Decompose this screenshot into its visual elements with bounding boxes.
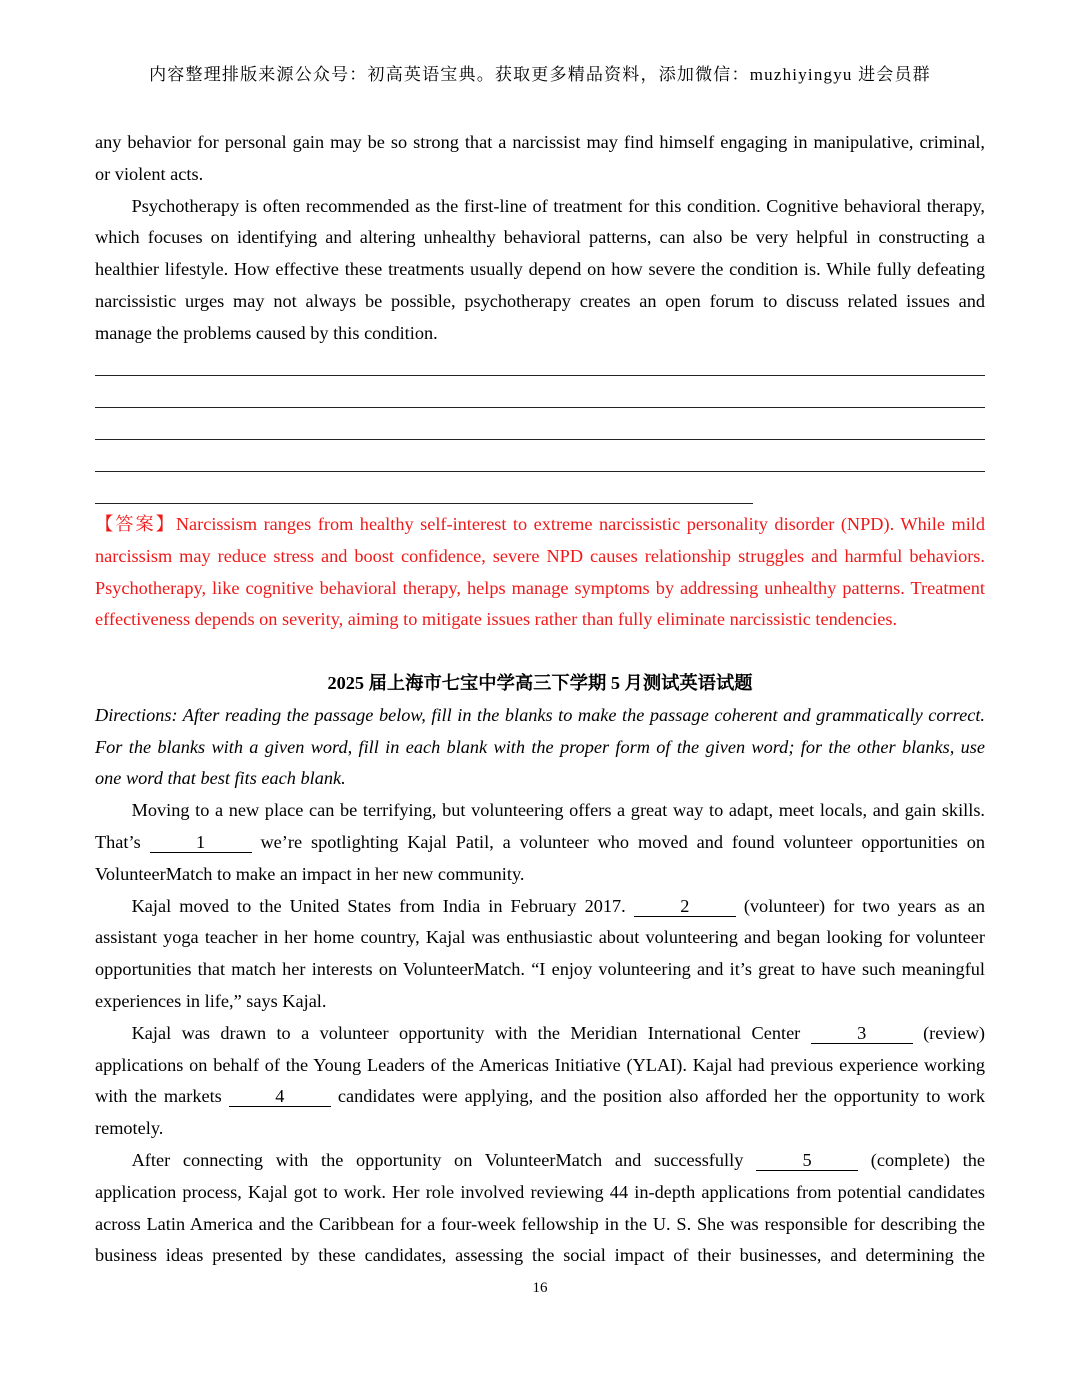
text-line: business ideas presented by these candidates, assessing the social impact of their businesses, and determining the (95, 1245, 985, 1266)
line-text: with the markets (95, 1086, 222, 1107)
text-line: Moving to a new place can be terrifying, but volunteering offers a great way to adapt, meet locals, and gain skills. (131, 800, 985, 821)
page-number: 16 (532, 1280, 548, 1296)
text-line: one word that best fits each blank. (95, 768, 346, 789)
answer-block (95, 509, 985, 636)
line-text: candidates were applying, and the position also afforded her the opportunity to work (337, 1086, 985, 1107)
line-text: we’re spotlighting Kajal Patil, a volunteer who moved and found volunteer opportunities on (260, 831, 985, 852)
text-line: opportunities that match her interests on VolunteerMatch. “I enjoy volunteering and it’s great to have such meaningful (95, 959, 985, 980)
text-line: Psychotherapy, like cognitive behavioral therapy, helps manage symptoms by addressing unhealthy patterns. Treatment (95, 577, 985, 598)
text-line: narcissism may reduce stress and boost confidence, severe NPD causes relationship struggles and harmful behaviors. (95, 545, 985, 566)
page-header-note: 内容整理排版来源公众号：初高英语宝典。获取更多精品资料，添加微信：muzhiyingyu 进会员群 (149, 65, 931, 84)
text-line: or violent acts. (95, 163, 204, 184)
text-line: VolunteerMatch to make an impact in her new community. (95, 863, 525, 884)
answer-text: Narcissism ranges from healthy self-interest to extreme narcissistic personality disorder (NPD). While mild (175, 514, 985, 534)
text-line: across Latin America and the Caribbean for a four-week fellowship in the U. S. She was responsible for describing the (95, 1213, 985, 1234)
paragraph (95, 795, 985, 890)
line-text: Kajal was drawn to a volunteer opportunity with the Meridian International Center (131, 1022, 801, 1043)
answer-writing-line (95, 503, 753, 504)
answer-writing-line (95, 375, 985, 376)
answer-writing-line (95, 439, 985, 440)
text-line: For the blanks with a given word, fill in each blank with the proper form of the given word; for the other blanks, use (95, 736, 985, 757)
blank-2: 2 (634, 897, 736, 917)
text-line (95, 827, 985, 859)
text-line (95, 509, 985, 541)
line-text: Kajal moved to the United States from India in February 2017. (131, 895, 626, 916)
text-line: remotely. (95, 1118, 164, 1139)
blank-1: 1 (150, 833, 252, 853)
paragraph (95, 1018, 985, 1145)
text-line: effectiveness depends on severity, aiming to mitigate issues rather than fully eliminate narcissistic tendencies. (95, 609, 898, 630)
text-line: application process, Kajal got to work. Her role involved reviewing 44 in-depth applications from potential candidates (95, 1181, 985, 1202)
blank-5: 5 (756, 1151, 858, 1171)
answer-label: 【答案】 (95, 514, 176, 534)
text-line: manage the problems caused by this condition. (95, 322, 438, 343)
text-line: assistant yoga teacher in her home country, Kajal was enthusiastic about volunteering and began looking for volunteer (95, 927, 985, 948)
text-line (95, 891, 985, 923)
blank-3: 3 (811, 1024, 913, 1044)
text-line: Psychotherapy is often recommended as the first-line of treatment for this condition. Cognitive behavioral therapy, (131, 195, 985, 216)
answer-writing-line (95, 471, 985, 472)
text-line: narcissistic urges may not always be possible, psychotherapy creates an open forum to discuss related issues and (95, 290, 985, 311)
text-line: Directions: After reading the passage below, fill in the blanks to make the passage coherent and grammatically correct. (95, 704, 985, 725)
text-line: experiences in life,” says Kajal. (95, 990, 327, 1011)
line-text: That’s (95, 831, 141, 852)
paragraph (95, 1145, 985, 1272)
section-title: 2025 届上海市七宝中学高三下学期 5 月测试英语试题 (327, 673, 753, 693)
paragraph (95, 891, 985, 1018)
directions (95, 700, 985, 795)
text-line: applications on behalf of the Young Leaders of the Americas Initiative (YLAI). Kajal had previous experience working (95, 1054, 985, 1075)
line-text: After connecting with the opportunity on VolunteerMatch and successfully (131, 1149, 744, 1170)
line-text: (volunteer) for two years as an (743, 895, 986, 916)
line-text: (review) (923, 1022, 986, 1043)
paragraph (95, 127, 985, 191)
paragraph (95, 191, 985, 350)
text-line: which focuses on identifying and altering unhealthy behavioral patterns, can also be very helpful in constructing a (95, 227, 985, 248)
blank-4: 4 (229, 1087, 331, 1107)
text-line (95, 1081, 985, 1113)
text-line: healthier lifestyle. How effective these treatments usually depend on how severe the condition is. While fully defeating (95, 259, 985, 280)
line-text: (complete) the (870, 1149, 986, 1170)
text-line: any behavior for personal gain may be so strong that a narcissist may find himself engaging in manipulative, criminal, (95, 132, 985, 152)
exam-section (95, 668, 985, 1272)
answer-writing-line (95, 407, 985, 408)
text-line (95, 1018, 985, 1050)
previous-passage (95, 127, 985, 350)
text-line (95, 1145, 985, 1177)
